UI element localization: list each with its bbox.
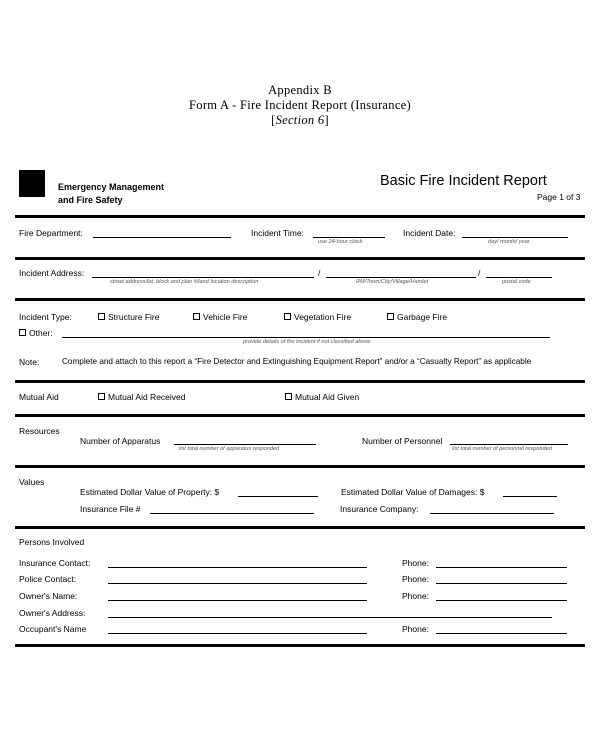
insurance-file-field[interactable] (150, 513, 314, 514)
property-value-field[interactable] (238, 496, 318, 497)
owners-phone-field[interactable] (436, 600, 567, 601)
checkbox-icon (285, 393, 292, 400)
organization-name-line2: and Fire Safety (58, 194, 123, 205)
section-divider (15, 380, 585, 383)
incident-date-label: Incident Date: (403, 228, 456, 238)
owners-address-label: Owner's Address: (19, 608, 86, 618)
checkbox-icon (387, 313, 394, 320)
city-hint: RM/Town/City/Village/Hamlet (356, 279, 429, 285)
section-divider (15, 465, 585, 468)
address-separator: / (318, 268, 321, 278)
checkbox-icon (98, 393, 105, 400)
personnel-field[interactable] (450, 444, 568, 445)
organization-name-line1: Emergency Management (58, 182, 165, 192)
note-text: Complete and attach to this report a “Fire Detector and Extinguishing Equipment Report” and/or a “Casualty Report” as applicable (62, 357, 532, 366)
address-separator: / (478, 268, 481, 278)
city-field[interactable] (326, 277, 476, 278)
occupants-name-label: Occupant's Name (19, 624, 87, 634)
form-title: Form A - Fire Incident Report (Insurance) (189, 98, 411, 112)
vegetation-fire-checkbox[interactable]: Vegetation Fire (284, 312, 351, 322)
mutual-aid-received-checkbox[interactable]: Mutual Aid Received (98, 392, 186, 402)
street-address-hint: street address/lot, block and plan #/land location description (110, 279, 259, 285)
street-address-field[interactable] (92, 277, 314, 278)
incident-date-hint: day/ month/ year (488, 239, 530, 245)
phone-label: Phone: (402, 591, 429, 601)
phone-label: Phone: (402, 624, 429, 634)
personnel-hint: list total number of personnel responded (452, 446, 552, 452)
values-label: Values (19, 477, 45, 487)
resources-label: Resources (19, 426, 60, 436)
property-value-label: Estimated Dollar Value of Property: $ (80, 487, 220, 497)
note-label: Note: (19, 357, 40, 367)
section-divider (15, 215, 585, 218)
section-divider (15, 644, 585, 647)
occupants-name-field[interactable] (108, 633, 367, 634)
owners-name-field[interactable] (108, 600, 367, 601)
garbage-fire-checkbox[interactable]: Garbage Fire (387, 312, 447, 322)
occupants-phone-field[interactable] (436, 633, 567, 634)
vehicle-fire-checkbox[interactable]: Vehicle Fire (193, 312, 247, 322)
postal-code-hint: postal code (502, 279, 531, 285)
mutual-aid-given-checkbox[interactable]: Mutual Aid Given (285, 392, 359, 402)
page-number: Page 1 of 3 (537, 192, 581, 202)
postal-code-field[interactable] (486, 277, 552, 278)
checkbox-icon (193, 313, 200, 320)
section-reference: [Section 6] (271, 113, 329, 127)
owners-name-label: Owner's Name: (19, 591, 78, 601)
police-contact-field[interactable] (108, 583, 367, 584)
apparatus-hint: list total number of apparatus responded (179, 446, 280, 452)
organization-name (58, 181, 164, 206)
police-contact-label: Police Contact: (19, 574, 77, 584)
insurance-contact-label: Insurance Contact: (19, 558, 91, 568)
personnel-label: Number of Personnel (362, 436, 443, 446)
fire-department-label: Fire Department: (19, 228, 83, 238)
insurance-contact-phone-field[interactable] (436, 567, 567, 568)
incident-date-field[interactable] (462, 237, 568, 238)
other-details-field[interactable] (62, 337, 550, 338)
report-title: Basic Fire Incident Report (380, 173, 547, 189)
insurance-file-label: Insurance File # (80, 504, 141, 514)
police-contact-phone-field[interactable] (436, 583, 567, 584)
owners-address-field[interactable] (108, 617, 552, 618)
phone-label: Phone: (402, 574, 429, 584)
apparatus-label: Number of Apparatus (80, 436, 161, 446)
structure-fire-checkbox[interactable]: Structure Fire (98, 312, 160, 322)
fire-department-field[interactable] (93, 237, 231, 238)
insurance-company-label: Insurance Company: (340, 504, 419, 514)
section-divider (15, 257, 585, 260)
mutual-aid-label: Mutual Aid (19, 392, 59, 402)
insurance-contact-field[interactable] (108, 567, 367, 568)
section-divider (15, 298, 585, 301)
checkbox-icon (19, 329, 26, 336)
apparatus-field[interactable] (174, 444, 316, 445)
incident-address-label: Incident Address: (19, 268, 85, 278)
incident-type-label: Incident Type: (19, 312, 72, 322)
organization-logo (19, 170, 45, 197)
checkbox-icon (98, 313, 105, 320)
incident-time-hint: use 24-hour clock (318, 239, 363, 245)
checkbox-icon (284, 313, 291, 320)
section-divider (15, 414, 585, 417)
incident-time-field[interactable] (313, 237, 385, 238)
damages-value-field[interactable] (503, 496, 557, 497)
persons-involved-label: Persons Involved (19, 537, 85, 547)
insurance-company-field[interactable] (430, 513, 554, 514)
other-details-hint: provide details of fire incident if not classified above (243, 339, 371, 345)
appendix-heading: Appendix B (268, 83, 332, 97)
damages-value-label: Estimated Dollar Value of Damages: $ (341, 487, 485, 497)
section-divider (15, 526, 585, 529)
other-checkbox[interactable]: Other: (19, 328, 53, 338)
phone-label: Phone: (402, 558, 429, 568)
incident-time-label: Incident Time: (251, 228, 304, 238)
